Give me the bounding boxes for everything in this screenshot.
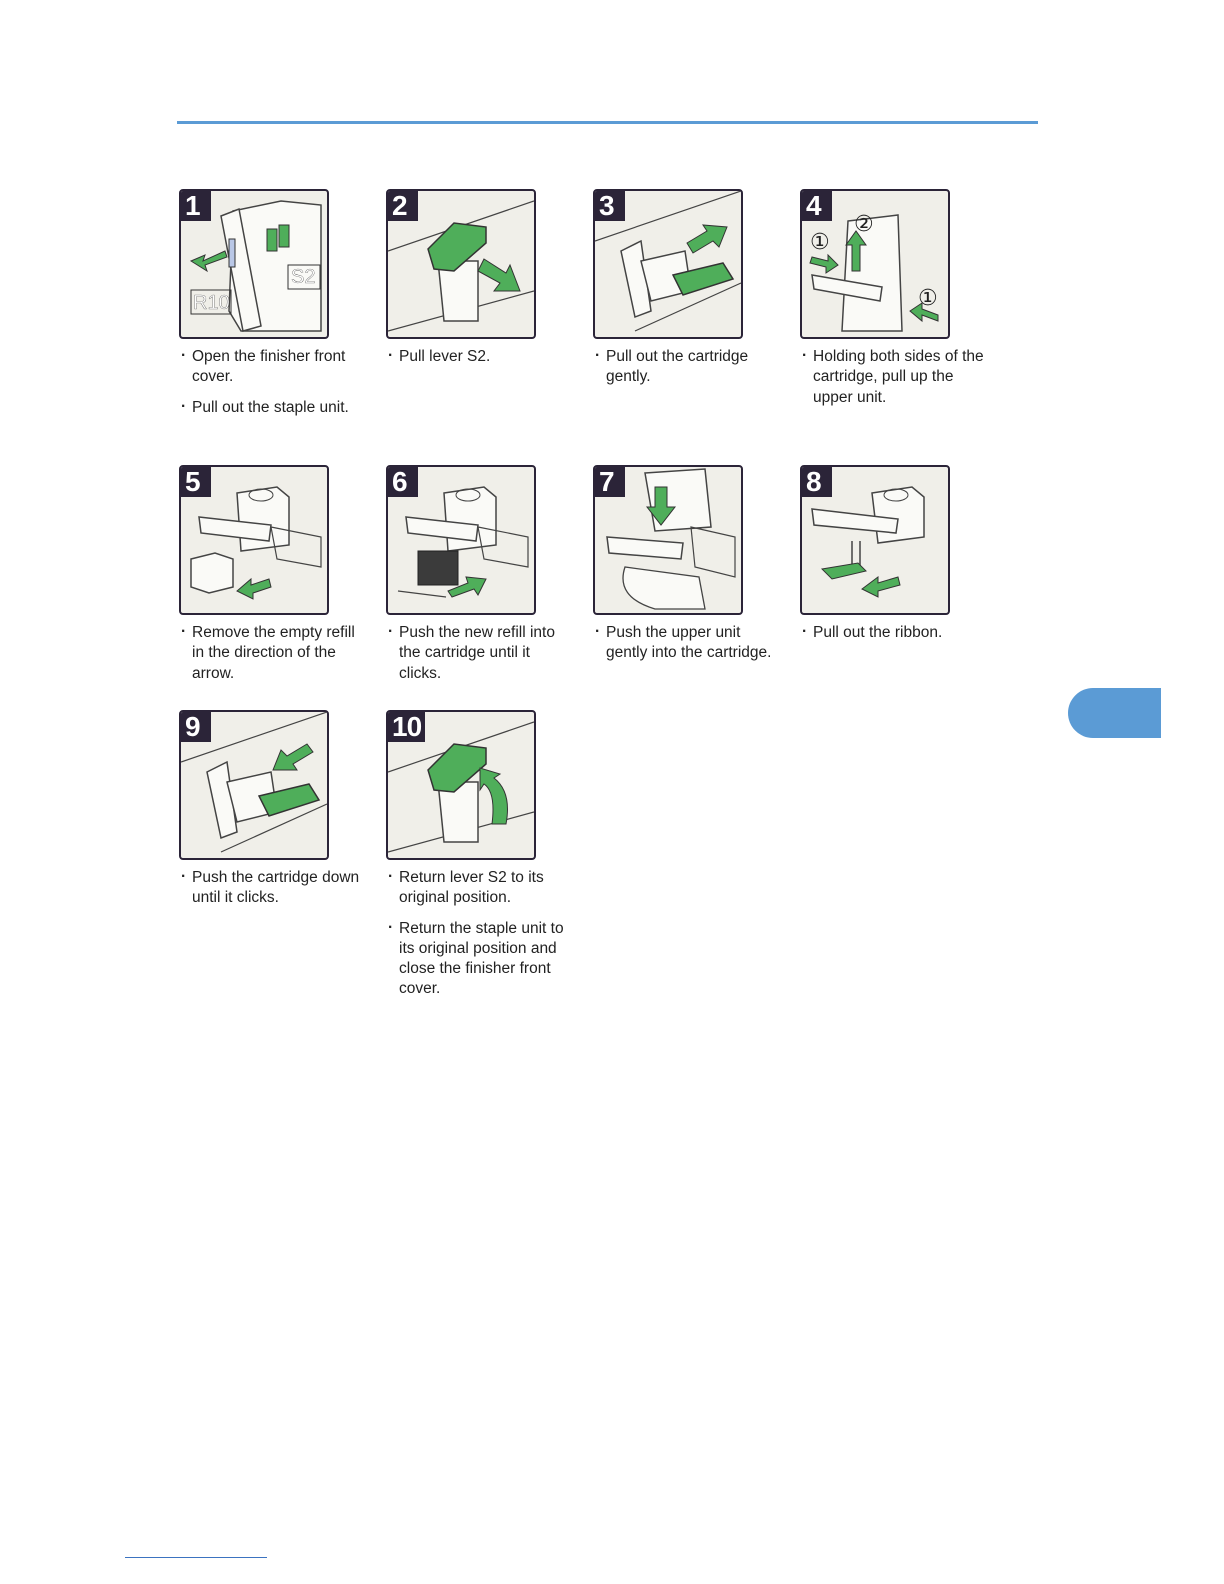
step-1-illustration bbox=[179, 189, 329, 339]
step-4-label-circled-1b: ① bbox=[918, 286, 938, 311]
step-note: · Pull out the cartridge gently. bbox=[593, 347, 783, 388]
step-number: 1 bbox=[181, 191, 211, 221]
step-number: 2 bbox=[388, 191, 418, 221]
step-4-notes bbox=[800, 347, 990, 418]
step-10-illustration bbox=[386, 710, 536, 860]
step-note: · Return the staple unit to its original position and close the finisher front cover. bbox=[386, 919, 576, 1000]
step-note: · Holding both sides of the cartridge, pull up the upper unit. bbox=[800, 347, 990, 408]
step-8-illustration bbox=[800, 465, 950, 615]
step-6-notes bbox=[386, 623, 576, 694]
step-6-illustration bbox=[386, 465, 536, 615]
step-2-illustration bbox=[386, 189, 536, 339]
step-9-notes bbox=[179, 868, 369, 919]
step-note: · Remove the empty refill in the direction of the arrow. bbox=[179, 623, 369, 684]
step-4-illustration bbox=[800, 189, 950, 339]
step-number: 10 bbox=[388, 712, 425, 742]
step-1-notes bbox=[179, 347, 369, 428]
step-note: · Return lever S2 to its original position. bbox=[386, 868, 576, 909]
step-7-notes bbox=[593, 623, 783, 674]
step-1-label-s2: S2 bbox=[291, 266, 316, 288]
step-number: 8 bbox=[802, 467, 832, 497]
step-9-illustration bbox=[179, 710, 329, 860]
step-8-notes bbox=[800, 623, 990, 653]
step-note: · Pull out the staple unit. bbox=[179, 398, 369, 418]
step-number: 5 bbox=[181, 467, 211, 497]
footer-rule bbox=[125, 1557, 267, 1558]
step-1-label-r10: R10 bbox=[193, 292, 230, 314]
step-note: · Pull out the ribbon. bbox=[800, 623, 990, 643]
header-rule bbox=[177, 121, 1038, 124]
step-note: · Push the cartridge down until it clicks. bbox=[179, 868, 369, 909]
step-3-illustration bbox=[593, 189, 743, 339]
step-4-label-circled-1a: ① bbox=[810, 230, 830, 255]
step-5-notes bbox=[179, 623, 369, 694]
step-5-illustration bbox=[179, 465, 329, 615]
step-number: 9 bbox=[181, 712, 211, 742]
step-number: 4 bbox=[802, 191, 832, 221]
step-note: · Pull lever S2. bbox=[386, 347, 576, 367]
step-7-illustration bbox=[593, 465, 743, 615]
step-note: · Open the finisher front cover. bbox=[179, 347, 369, 388]
step-10-notes bbox=[386, 868, 576, 1010]
step-4-label-circled-2: ② bbox=[854, 212, 874, 237]
step-2-notes bbox=[386, 347, 576, 377]
step-number: 6 bbox=[388, 467, 418, 497]
step-note: · Push the new refill into the cartridge until it clicks. bbox=[386, 623, 576, 684]
step-number: 7 bbox=[595, 467, 625, 497]
step-number: 3 bbox=[595, 191, 625, 221]
step-note: · Push the upper unit gently into the cartridge. bbox=[593, 623, 783, 664]
step-3-notes bbox=[593, 347, 783, 398]
chapter-tab bbox=[1068, 688, 1161, 738]
